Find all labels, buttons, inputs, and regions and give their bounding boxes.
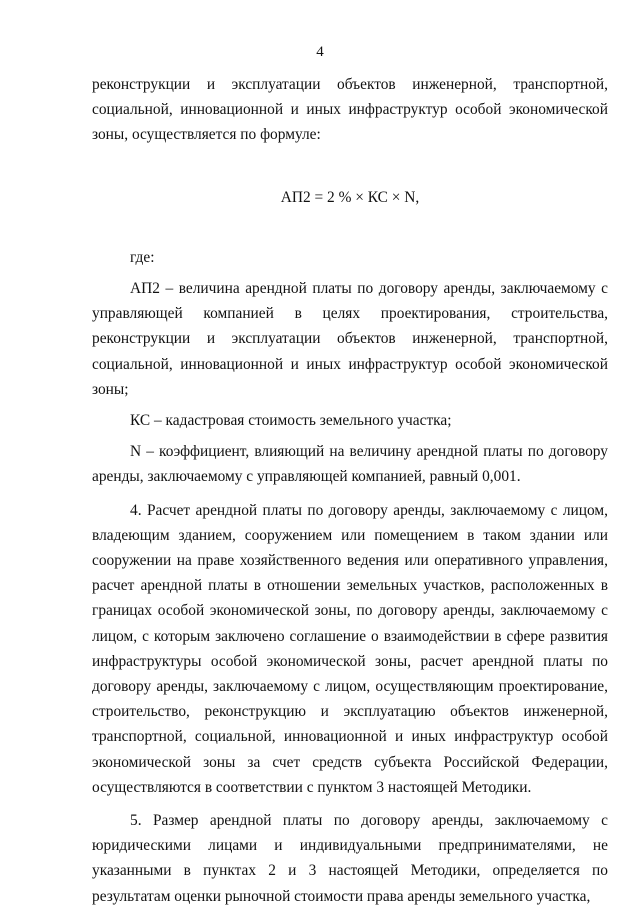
definition-n: N – коэффициент, влияющий на величину арендной платы по договору аренды, заключаемому с управляющей компанией, равный 0,001. (92, 443, 608, 486)
definition-ap2: АП2 – величина арендной платы по договору аренды, заключаемому с управляющей компанией в целях проектирования, строительства, реконструкции и эксплуатации объектов инженерной, транспортной, социальной, инновационной и иных инфраструктур особой экономической зоны; (92, 280, 608, 398)
intro-paragraph: реконструкции и эксплуатации объектов инженерной, транспортной, социальной, инновационной и иных инфраструктур особой экономической зоны, осуществляется по формуле: (92, 76, 608, 144)
item-5-paragraph: 5. Размер арендной платы по договору аренды, заключаемому с юридическими лицами и индивидуальными предпринимателями, не указанными в пунктах 2 и 3 настоящей Методики, определяется по результатам оценки рыночной стоимости права аренды земельного участка, (92, 812, 608, 905)
where-label: где: (130, 248, 155, 266)
document-body (92, 72, 608, 909)
item-4-paragraph: 4. Расчет арендной платы по договору аренды, заключаемому с лицом, владеющим зданием, сооружением или помещением в таком здании или сооружении на праве хозяйственного ведения или оперативного управления, расчет арендной платы в отношении земельных участков, расположенных в границах особой экономической зоны, по договору аренды, заключаемому с лицом, с которым заключено соглашение о взаимодействии в сфере развития инфраструктуры особой экономической зоны, расчет арендной платы по договору аренды, заключаемому с лицом, осуществляющим проектирование, строительство, реконструкцию и эксплуатацию объектов инженерной, транспортной, социальной, инновационной и иных инфраструктур особой экономической зоны за счет средств субъекта Российской Федерации, осуществляются в соответствии с пунктом 3 настоящей Методики. (92, 501, 608, 796)
formula: АП2 = 2 % × КС × N, (280, 188, 420, 206)
page-number: 4 (316, 44, 324, 60)
definition-ks: КС – кадастровая стоимость земельного участка; (130, 412, 452, 430)
